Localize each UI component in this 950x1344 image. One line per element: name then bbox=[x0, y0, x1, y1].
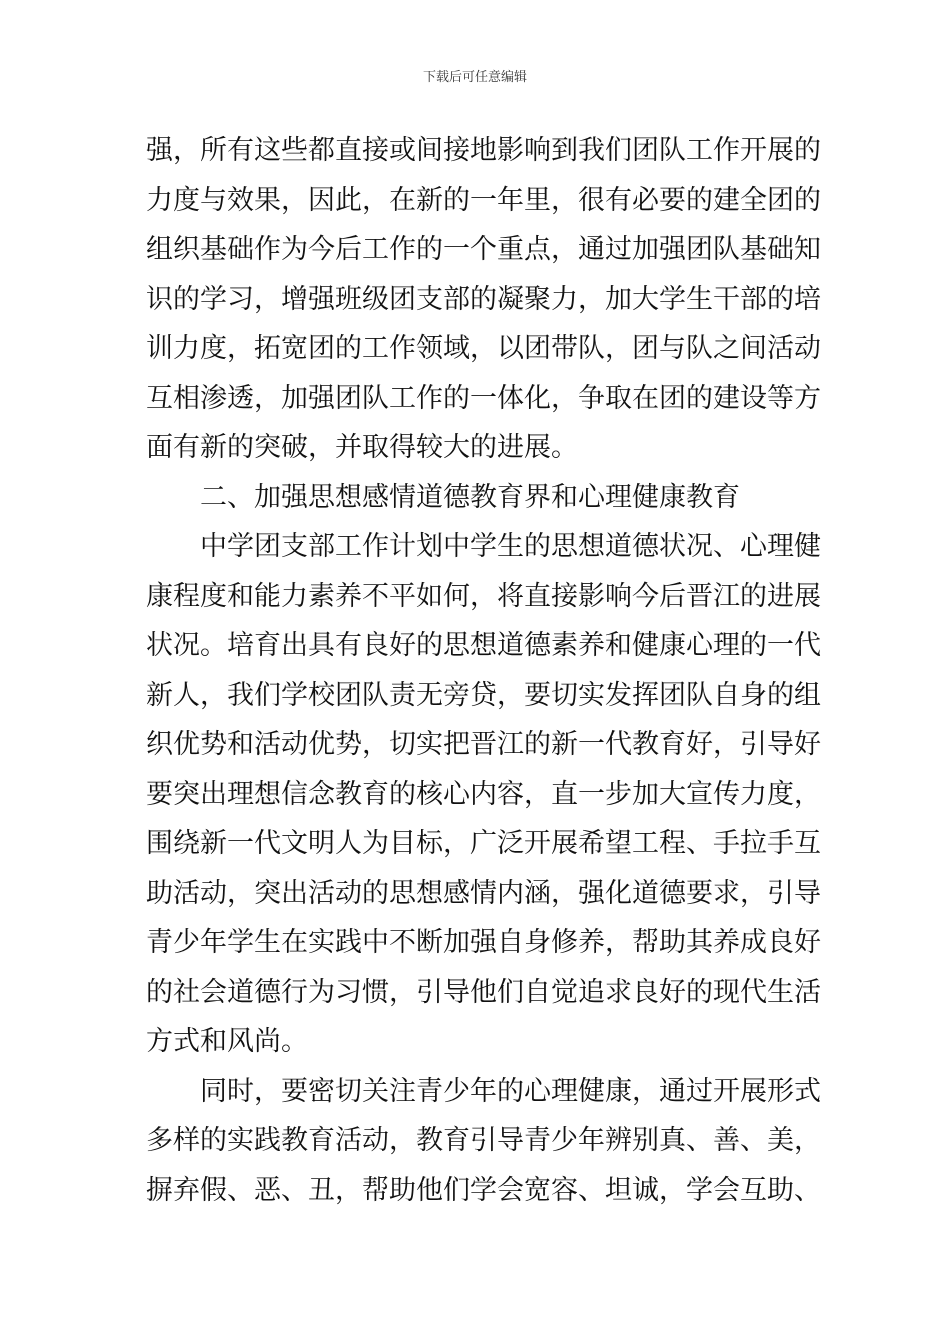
text-line: 面有新的突破，并取得较大的进展。 bbox=[146, 432, 578, 463]
text-line: 组织基础作为今后工作的一个重点，通过加强团队基础知 bbox=[146, 234, 821, 265]
text-line: 强，所有这些都直接或间接地影响到我们团队工作开展的 bbox=[146, 135, 821, 166]
text-line: 青少年学生在实践中不断加强自身修养，帮助其养成良好 bbox=[146, 927, 821, 958]
text-line: 二、加强思想感情道德教育界和心理健康教育 bbox=[200, 481, 740, 513]
paragraph bbox=[146, 522, 821, 1067]
text-line: 的社会道德行为习惯，引导他们自觉追求良好的现代生活 bbox=[146, 976, 821, 1008]
document-body bbox=[146, 126, 821, 1215]
text-line: 互相渗透，加强团队工作的一体化，争取在团的建设等方 bbox=[146, 382, 821, 414]
section-heading bbox=[146, 473, 808, 523]
text-line: 中学团支部工作计划中学生的思想道德状况、心理健 bbox=[200, 531, 821, 562]
text-line: 织优势和活动优势，切实把晋江的新一代教育好，引导好 bbox=[146, 729, 821, 760]
text-line: 康程度和能力素养不平如何，将直接影响今后晋江的进展 bbox=[146, 580, 821, 612]
text-line: 助活动，突出活动的思想感情内涵，强化道德要求，引导 bbox=[146, 877, 821, 909]
text-line: 状况。培育出具有良好的思想道德素养和健康心理的一代 bbox=[146, 630, 821, 661]
text-line: 方式和风尚。 bbox=[146, 1026, 308, 1057]
text-line: 新人，我们学校团队责无旁贷，要切实发挥团队自身的组 bbox=[146, 679, 821, 711]
text-line: 识的学习，增强班级团支部的凝聚力，加大学生干部的培 bbox=[146, 283, 821, 315]
text-line: 要突出理想信念教育的核心内容，直一步加大宣传力度， bbox=[146, 778, 821, 810]
text-line: 围绕新一代文明人为目标，广泛开展希望工程、手拉手互 bbox=[146, 828, 821, 859]
text-line: 同时，要密切关注青少年的心理健康，通过开展形式 bbox=[200, 1075, 821, 1107]
paragraph bbox=[146, 1067, 821, 1216]
text-line: 训力度，拓宽团的工作领域，以团带队，团与队之间活动 bbox=[146, 333, 821, 364]
text-line: 多样的实践教育活动，教育引导青少年辨别真、善、美， bbox=[146, 1125, 821, 1156]
page-header: 下载后可任意编辑 bbox=[422, 70, 527, 85]
text-line: 摒弃假、恶、丑，帮助他们学会宽容、坦诚，学会互助、 bbox=[146, 1174, 821, 1206]
text-line: 力度与效果，因此，在新的一年里，很有必要的建全团的 bbox=[146, 184, 821, 216]
paragraph bbox=[146, 126, 821, 473]
